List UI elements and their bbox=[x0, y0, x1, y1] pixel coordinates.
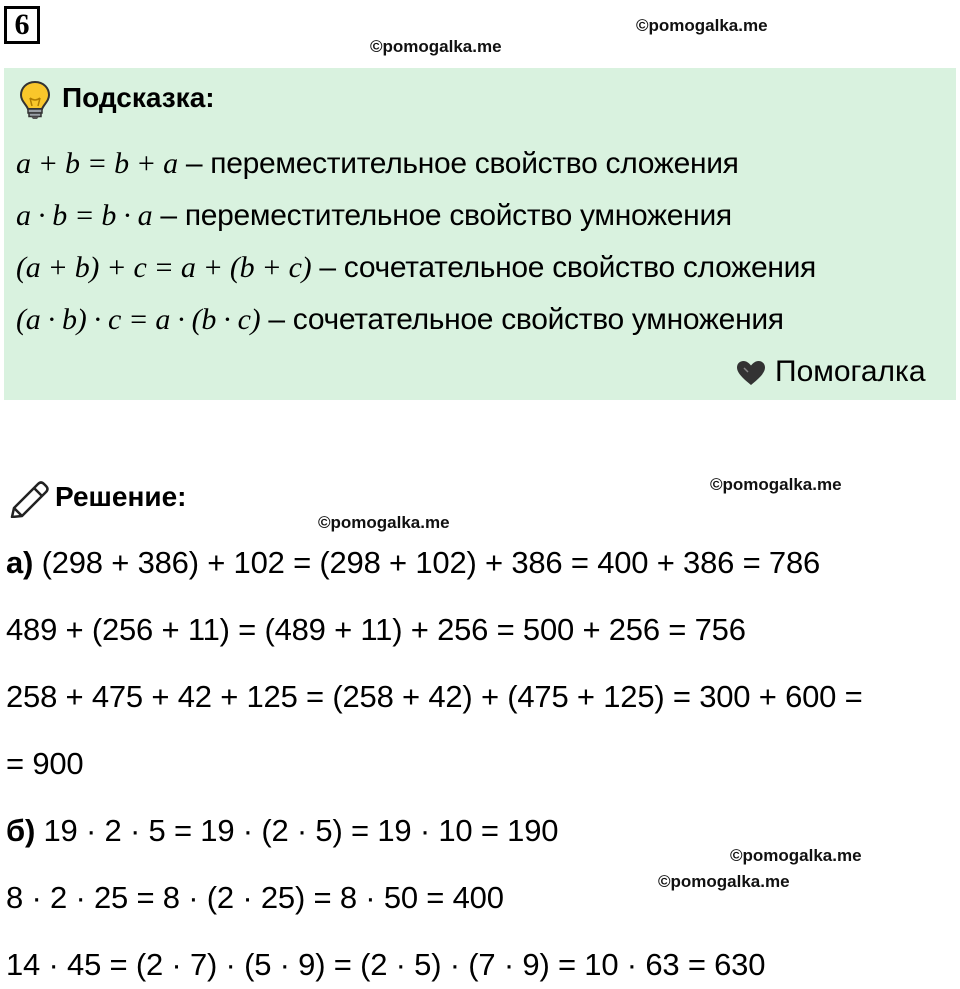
task-number: 6 bbox=[4, 6, 40, 44]
solution-line: 14 · 45 = (2 · 7) · (5 · 9) = (2 · 5) · (7 · 9) = 10 · 63 = 630 bbox=[6, 947, 766, 982]
watermark: ©pomogalka.me bbox=[370, 37, 502, 56]
hint-line bbox=[16, 147, 739, 181]
watermark: ©pomogalka.me bbox=[636, 16, 768, 35]
hint-text: – сочетательное свойство умножения bbox=[260, 303, 784, 336]
lightbulb-icon bbox=[18, 80, 52, 120]
formula: a + b = b + a bbox=[16, 147, 178, 180]
watermark: ©pomogalka.me bbox=[318, 513, 450, 532]
watermark: ©pomogalka.me bbox=[730, 846, 862, 865]
hint-text: – переместительное свойство сложения bbox=[177, 147, 739, 180]
watermark: ©pomogalka.me bbox=[710, 475, 842, 494]
solution-line: 8 · 2 · 25 = 8 · (2 · 25) = 8 · 50 = 400 bbox=[6, 880, 504, 915]
hint-box bbox=[4, 68, 956, 400]
equation: 19 · 2 · 5 = 19 · (2 · 5) = 19 · 10 = 190 bbox=[43, 813, 559, 848]
heart-icon bbox=[736, 360, 766, 386]
solution-line: 258 + 475 + 42 + 125 = (258 + 42) + (475 + 125) = 300 + 600 = bbox=[6, 679, 863, 714]
hint-title: Подсказка: bbox=[62, 82, 215, 113]
solution-line bbox=[6, 813, 558, 849]
part-label: а) bbox=[6, 545, 34, 580]
formula: (a + b) + c = a + (b + c) bbox=[16, 251, 312, 284]
solution-line: = 900 bbox=[6, 746, 84, 781]
hint-text: – сочетательное свойство сложения bbox=[311, 251, 817, 284]
formula: a · b = b · a bbox=[16, 199, 153, 232]
part-label: б) bbox=[6, 813, 36, 848]
hint-line bbox=[16, 251, 816, 285]
solution-title: Решение: bbox=[55, 481, 187, 512]
watermark: ©pomogalka.me bbox=[658, 872, 790, 891]
equation: (298 + 386) + 102 = (298 + 102) + 386 = 400 + 386 = 786 bbox=[41, 545, 821, 580]
solution-line bbox=[6, 545, 820, 581]
solution-line: 489 + (256 + 11) = (489 + 11) + 256 = 500 + 256 = 756 bbox=[6, 612, 746, 647]
hint-text: – переместительное свойство умножения bbox=[152, 199, 732, 232]
pencil-icon bbox=[8, 478, 50, 518]
hint-line bbox=[16, 199, 732, 233]
formula: (a · b) · c = a · (b · c) bbox=[16, 303, 261, 336]
brand-label: Помогалка bbox=[775, 355, 926, 388]
hint-line bbox=[16, 303, 784, 337]
